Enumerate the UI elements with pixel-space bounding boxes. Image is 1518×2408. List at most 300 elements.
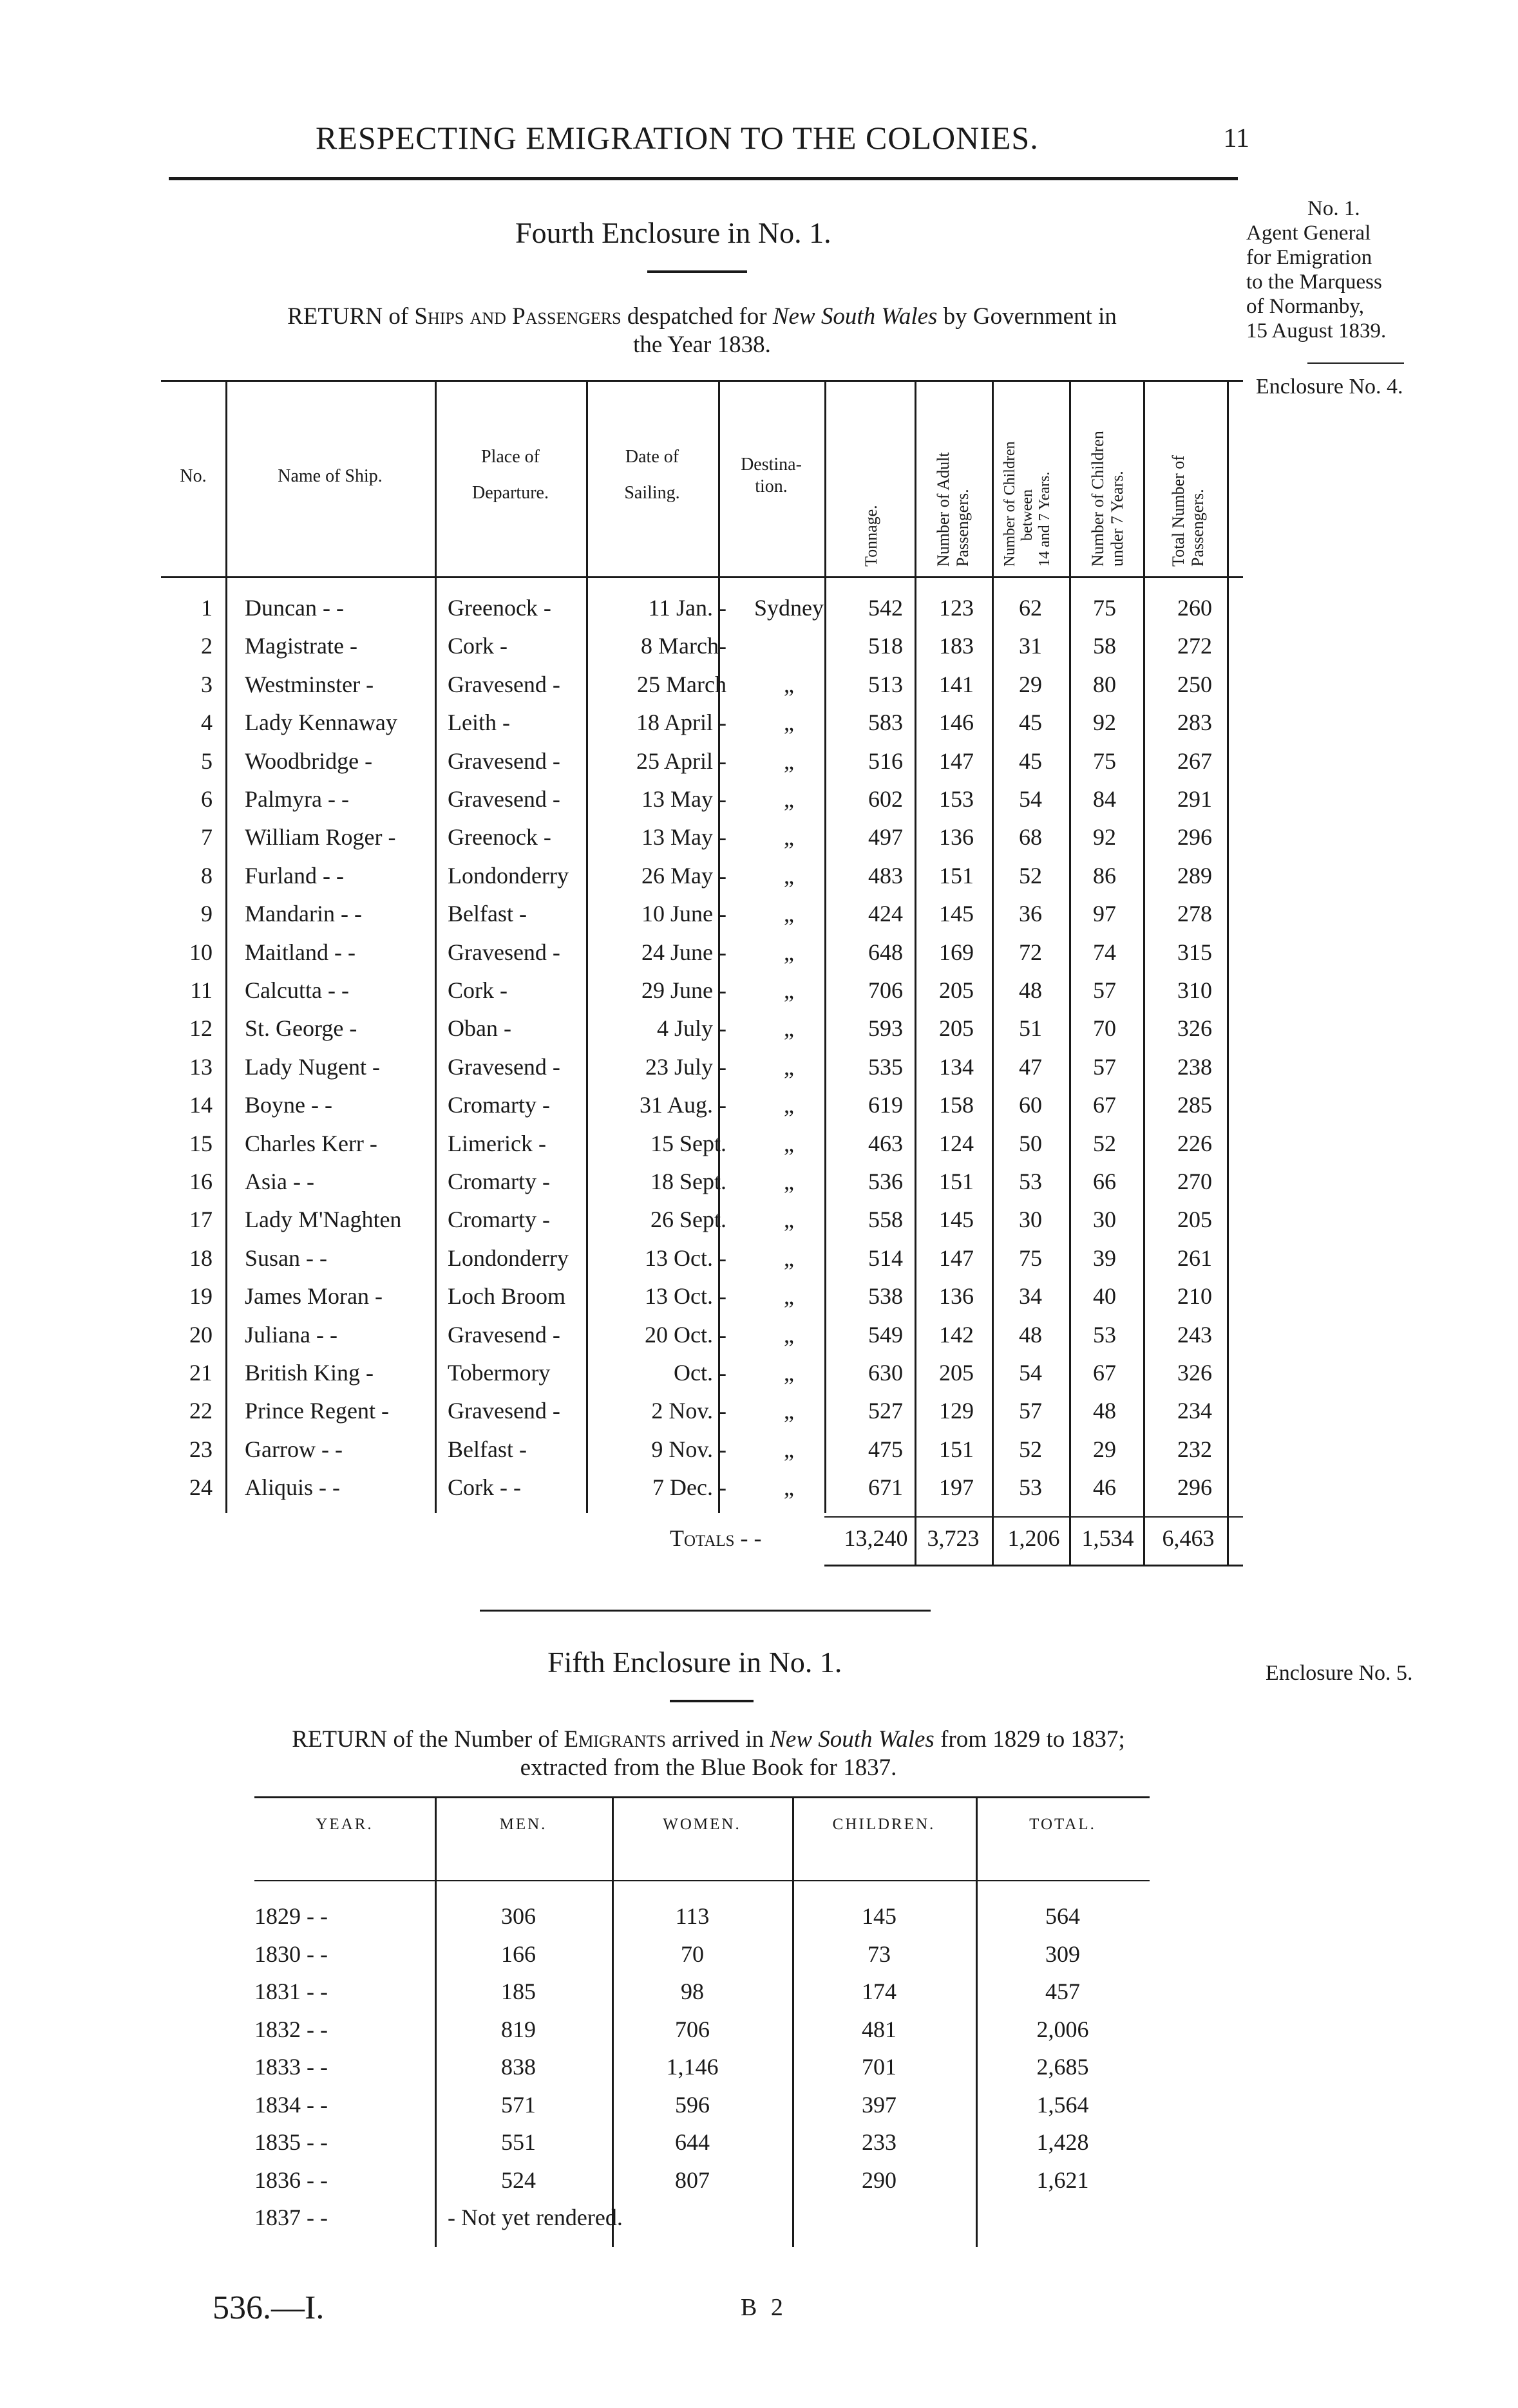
cell-ton: 514 [868,1245,903,1271]
cell-year: 1829 - - [254,1903,328,1929]
cell-adult: 169 [939,939,974,965]
cell-ship: Lady Nugent - [245,1053,380,1080]
col-header-adult: Number of Adult Passengers. [934,452,972,567]
margin-note-agent: No. 1. Agent General for Emigration to the Marquess of Normanby, 15 August 1839. [1246,197,1387,343]
table-row [254,2129,1156,2166]
cell-place: Greenock - [448,595,551,621]
cell-no: 16 [189,1169,213,1194]
cell-ton: 463 [868,1130,903,1156]
cell-date: 31 Aug. - [640,1092,726,1118]
col-header-children-under7: Number of Children under 7 Years. [1088,431,1126,567]
cell-ton: 648 [868,939,903,965]
cell-no: 11 [190,977,213,1003]
cell-adult: 205 [939,1360,974,1386]
cell-tot: 210 [1177,1283,1212,1310]
table-row [161,589,1243,627]
cell-adult: 158 [939,1092,974,1118]
cell-place: Londonderry [448,1245,569,1271]
cell-c7: 67 [1093,1092,1116,1118]
cell-place: Cromarty - [448,1092,550,1118]
cell-men: 819 [501,2016,536,2042]
cell-ship: Calcutta - - [245,977,349,1003]
cell-place: Limerick - [448,1130,546,1156]
cell-ton: 516 [868,748,903,774]
cell-adult: 141 [939,671,974,697]
col-header-women: WOMEN. [663,1816,741,1833]
cell-c14: 47 [1019,1053,1042,1080]
cell-c14: 54 [1019,1360,1042,1386]
cell-no: 4 [201,710,213,736]
cell-date: 29 June - [641,977,726,1003]
cell-date: 8 March- [641,633,726,659]
cell-tot: 291 [1177,786,1212,812]
cell-place: Cork - [448,633,508,659]
cell-adult: 205 [939,977,974,1003]
cell-children: 481 [862,2016,897,2042]
cell-men: 551 [501,2129,536,2155]
table-row [254,2053,1156,2091]
cell-ton: 513 [868,671,903,697]
table-row [161,1201,1243,1239]
cell-year: 1835 - - [254,2129,328,2155]
cell-dest: „ [784,939,794,965]
cell-ship: William Roger - [245,824,396,851]
cell-adult: 145 [939,1207,974,1233]
cell-ton: 593 [868,1015,903,1042]
col-header-children-14-7: Number of Children between 14 and 7 Years. [1001,441,1053,567]
cell-ship: St. George - [245,1015,357,1042]
cell-place: Cork - [448,977,508,1003]
cell-dest: „ [784,1015,794,1042]
cell-c7: 40 [1093,1283,1116,1310]
cell-place: Gravesend - [448,1398,560,1424]
table-row [161,857,1243,895]
cell-c7: 53 [1093,1321,1116,1348]
table-row [161,742,1243,780]
cell-ton: 518 [868,633,903,659]
col-header-total: TOTAL. [1029,1816,1096,1833]
cell-year: 1833 - - [254,2054,328,2080]
cell-date: 18 Sept. [650,1169,726,1194]
cell-place: Oban - [448,1015,511,1042]
section-divider [480,1610,931,1612]
table-row [161,627,1243,665]
cell-women: 113 [675,1903,710,1929]
cell-date: 24 June - [641,939,726,965]
cell-ton: 527 [868,1398,903,1424]
enclosure4-title-rule [647,270,747,273]
cell-c7: 74 [1093,939,1116,965]
cell-women: 98 [681,1979,704,2004]
cell-c7: 70 [1093,1015,1116,1042]
col-header-place: Place of Departure. [472,447,549,503]
cell-no: 12 [189,1015,213,1042]
cell-place: Cork - - [448,1474,521,1501]
cell-c7: 48 [1093,1398,1116,1424]
enclosure5-return-caption: RETURN of the Number of Emigrants arrived in New South Wales from 1829 to 1837; extracted from the Blue Book for 1837. [292,1726,1125,1781]
cell-no: 19 [189,1283,213,1310]
cell-children: 73 [868,1941,891,1967]
cell-c14: 52 [1019,1436,1042,1462]
cell-total: 564 [1045,1903,1080,1929]
enclosure5-title-rule [670,1700,754,1702]
table-row [161,1010,1243,1048]
cell-c14: 75 [1019,1245,1042,1271]
cell-ship: Charles Kerr - [245,1130,377,1156]
cell-tot: 278 [1177,901,1212,927]
cell-adult: 151 [939,862,974,889]
cell-ship: Maitland - - [245,939,356,965]
cell-no: 8 [201,862,213,889]
table-row [161,666,1243,704]
cell-date: Oct. - [674,1360,726,1386]
cell-tot: 267 [1177,748,1212,774]
cell-adult: 142 [939,1321,974,1348]
cell-dest: „ [784,1130,794,1156]
cell-dest: „ [784,1092,794,1118]
table-row [161,1048,1243,1086]
cell-c14: 52 [1019,862,1042,889]
cell-tot: 326 [1177,1015,1212,1042]
cell-date: 13 Oct. - [645,1245,726,1271]
cell-total: 1,621 [1036,2167,1089,2193]
table-row [254,1903,1156,1940]
cell-adult: 153 [939,786,974,812]
cell-dest: „ [784,1245,794,1271]
cell-adult: 136 [939,1283,974,1310]
cell-ton: 535 [868,1053,903,1080]
cell-ton: 536 [868,1169,903,1194]
cell-adult: 147 [939,1245,974,1271]
cell-dest: „ [784,786,794,812]
cell-no: 22 [189,1398,213,1424]
cell-total: 2,685 [1036,2054,1089,2080]
col-header-total: Total Number of Passengers. [1169,455,1207,567]
cell-date: 25 March [637,671,726,697]
cell-place: Gravesend - [448,786,560,812]
cell-no: 21 [189,1360,213,1386]
cell-adult: 124 [939,1130,974,1156]
cell-year: 1836 - - [254,2167,328,2193]
cell-ship: Susan - - [245,1245,327,1271]
cell-ship: Lady Kennaway [245,710,397,736]
cell-date: 7 Dec. - [652,1474,726,1501]
cell-ship: Westminster - [245,671,374,697]
page-header [187,119,1249,164]
cell-women: 807 [675,2167,710,2193]
cell-no: 23 [189,1436,213,1462]
cell-no: 24 [189,1474,213,1501]
cell-no: 15 [189,1130,213,1156]
margin-label-enclosure5: Enclosure No. 5. [1266,1661,1413,1685]
cell-tot: 234 [1177,1398,1212,1424]
enclosure4-title: Fourth Enclosure in No. 1. [515,216,831,249]
cell-tot: 205 [1177,1207,1212,1233]
cell-ton: 538 [868,1283,903,1310]
cell-tot: 272 [1177,633,1212,659]
cell-date: 11 Jan. - [648,595,726,621]
cell-c7: 39 [1093,1245,1116,1271]
cell-ton: 630 [868,1360,903,1386]
cell-c7: 57 [1093,977,1116,1003]
totals-row: Totals - - 13,240 3,723 1,206 1,534 6,463 [670,1525,1215,1551]
cell-c14: 48 [1019,977,1042,1003]
cell-c14: 45 [1019,710,1042,736]
cell-men: 166 [501,1941,536,1967]
cell-year: 1831 - - [254,1979,328,2004]
table-row [254,2016,1156,2053]
cell-ship: Aliquis - - [245,1474,340,1501]
cell-ton: 602 [868,786,903,812]
cell-place: Gravesend - [448,748,560,774]
cell-adult: 197 [939,1474,974,1501]
cell-ship: Duncan - - [245,595,344,621]
cell-women: 1,146 [666,2054,719,2080]
col-header-ship: Name of Ship. [278,466,383,486]
cell-year: 1832 - - [254,2016,328,2042]
cell-place: Gravesend - [448,1321,560,1348]
table-row [161,1354,1243,1392]
table-row [254,2167,1156,2204]
cell-men: - Not yet rendered. [448,2205,623,2230]
cell-date: 13 Oct. - [645,1283,726,1310]
cell-ton: 619 [868,1092,903,1118]
table-row [161,934,1243,972]
cell-no: 7 [201,824,213,851]
cell-adult: 146 [939,710,974,736]
cell-ton: 549 [868,1321,903,1348]
table-row [161,1125,1243,1163]
cell-ton: 424 [868,901,903,927]
cell-tot: 310 [1177,977,1212,1003]
table-row [161,1392,1243,1430]
cell-dest: „ [784,1169,794,1194]
cell-c14: 53 [1019,1474,1042,1501]
cell-dest: „ [784,1283,794,1310]
cell-ton: 475 [868,1436,903,1462]
col-header-children: CHILDREN. [832,1816,936,1833]
cell-c7: 75 [1093,748,1116,774]
cell-ship: Palmyra - - [245,786,349,812]
cell-c14: 72 [1019,939,1042,965]
cell-place: Greenock - [448,824,551,851]
cell-c7: 52 [1093,1130,1116,1156]
cell-c14: 29 [1019,671,1042,697]
cell-adult: 183 [939,633,974,659]
cell-date: 20 Oct. - [645,1321,726,1348]
cell-adult: 145 [939,901,974,927]
margin-label-enclosure4: Enclosure No. 4. [1256,375,1403,399]
cell-place: Gravesend - [448,939,560,965]
table-row [254,1978,1156,2015]
cell-ship: Juliana - - [245,1321,337,1348]
cell-ship: Asia - - [245,1169,314,1194]
cell-date: 15 Sept. [650,1130,726,1156]
cell-date: 4 July - [657,1015,726,1042]
cell-c7: 86 [1093,862,1116,889]
cell-tot: 243 [1177,1321,1212,1348]
cell-no: 14 [189,1092,213,1118]
cell-ship: Lady M'Naghten [245,1207,402,1233]
cell-c14: 51 [1019,1015,1042,1042]
cell-place: Londonderry [448,862,569,889]
cell-ship: Garrow - - [245,1436,343,1462]
cell-date: 26 Sept. [650,1207,726,1233]
cell-no: 18 [189,1245,213,1271]
cell-no: 20 [189,1321,213,1348]
cell-adult: 151 [939,1169,974,1194]
cell-ship: Prince Regent - [245,1398,389,1424]
cell-c7: 92 [1093,824,1116,851]
table-row [254,2204,1156,2241]
col-header-year: YEAR. [316,1816,374,1833]
cell-no: 5 [201,748,213,774]
cell-ship: Furland - - [245,862,344,889]
cell-total: 457 [1045,1979,1080,2004]
cell-date: 18 April - [636,710,726,736]
cell-tot: 270 [1177,1169,1212,1194]
cell-c7: 57 [1093,1053,1116,1080]
margin-note-rule [1307,362,1404,364]
cell-children: 701 [862,2054,897,2080]
table-row [161,780,1243,818]
header-rule [169,177,1238,180]
col-header-date: Date of Sailing. [624,447,680,503]
cell-tot: 260 [1177,595,1212,621]
cell-dest: „ [784,1436,794,1462]
cell-tot: 296 [1177,1474,1212,1501]
cell-no: 17 [189,1207,213,1233]
table-row [161,895,1243,933]
cell-c14: 57 [1019,1398,1042,1424]
enclosure4-return-caption: RETURN of Ships and Passengers despatched for New South Wales by Government in the Year 1838. [287,303,1117,358]
table-row [161,704,1243,742]
cell-ship: James Moran - [245,1283,383,1310]
cell-c7: 80 [1093,671,1116,697]
cell-children: 174 [862,1979,897,2004]
cell-total: 1,428 [1036,2129,1089,2155]
cell-c14: 68 [1019,824,1042,851]
cell-women: 706 [675,2016,710,2042]
table-row [161,1431,1243,1469]
cell-no: 3 [201,671,213,697]
col-header-no: No. [180,466,207,486]
cell-children: 233 [862,2129,897,2155]
cell-adult: 151 [939,1436,974,1462]
cell-dest: Sydney [754,595,824,621]
cell-date: 13 May - [641,786,726,812]
cell-women: 596 [675,2091,710,2118]
cell-c14: 31 [1019,633,1042,659]
cell-ton: 483 [868,862,903,889]
cell-date: 26 May - [641,862,726,889]
cell-tot: 315 [1177,939,1212,965]
cell-c7: 46 [1093,1474,1116,1501]
ships-table [161,380,1243,1571]
cell-children: 145 [862,1903,897,1929]
cell-no: 9 [201,901,213,927]
cell-men: 571 [501,2091,536,2118]
cell-dest: „ [784,710,794,736]
cell-ton: 706 [868,977,903,1003]
cell-ship: British King - [245,1360,374,1386]
table-row [161,1086,1243,1124]
cell-tot: 238 [1177,1053,1212,1080]
footer-paper-number: 536.—I. [213,2290,325,2326]
cell-tot: 232 [1177,1436,1212,1462]
table-row [161,1316,1243,1354]
cell-ton: 558 [868,1207,903,1233]
cell-date: 25 April - [636,748,726,774]
cell-total: 309 [1045,1941,1080,1967]
cell-year: 1830 - - [254,1941,328,1967]
cell-no: 13 [189,1053,213,1080]
cell-dest: „ [784,1360,794,1386]
cell-c14: 34 [1019,1283,1042,1310]
cell-place: Cromarty - [448,1169,550,1194]
cell-ton: 583 [868,710,903,736]
cell-date: 2 Nov. - [651,1398,726,1424]
cell-place: Gravesend - [448,1053,560,1080]
cell-adult: 134 [939,1053,974,1080]
cell-tot: 285 [1177,1092,1212,1118]
cell-c14: 50 [1019,1130,1042,1156]
cell-total: 1,564 [1036,2091,1089,2118]
cell-men: 306 [501,1903,536,1929]
cell-date: 13 May - [641,824,726,851]
table-row [254,1941,1156,1978]
cell-tot: 261 [1177,1245,1212,1271]
cell-men: 838 [501,2054,536,2080]
cell-c14: 53 [1019,1169,1042,1194]
cell-dest: „ [784,977,794,1003]
cell-children: 397 [862,2091,897,2118]
cell-ship: Mandarin - - [245,901,362,927]
cell-c7: 75 [1093,595,1116,621]
cell-ship: Woodbridge - [245,748,373,774]
cell-c14: 36 [1019,901,1042,927]
cell-women: 644 [675,2129,710,2155]
cell-place: Tobermory [448,1360,551,1386]
cell-dest: „ [784,862,794,889]
cell-c7: 29 [1093,1436,1116,1462]
table-row [161,1163,1243,1201]
cell-men: 185 [501,1979,536,2004]
cell-year: 1837 - - [254,2205,328,2230]
cell-no: 10 [189,939,213,965]
cell-c7: 97 [1093,901,1116,927]
footer-signature: B 2 [741,2294,787,2321]
cell-dest: „ [784,824,794,851]
cell-date: 23 July - [645,1053,726,1080]
cell-place: Belfast - [448,1436,527,1462]
cell-c14: 54 [1019,786,1042,812]
cell-c7: 67 [1093,1360,1116,1386]
cell-men: 524 [501,2167,536,2193]
cell-place: Belfast - [448,901,527,927]
cell-c14: 45 [1019,748,1042,774]
cell-ship: Magistrate - [245,633,357,659]
cell-dest: „ [784,1207,794,1233]
cell-c14: 30 [1019,1207,1042,1233]
cell-tot: 226 [1177,1130,1212,1156]
cell-ship: Boyne - - [245,1092,332,1118]
cell-c14: 60 [1019,1092,1042,1118]
cell-adult: 123 [939,595,974,621]
cell-c7: 66 [1093,1169,1116,1194]
cell-ton: 671 [868,1474,903,1501]
cell-c14: 48 [1019,1321,1042,1348]
